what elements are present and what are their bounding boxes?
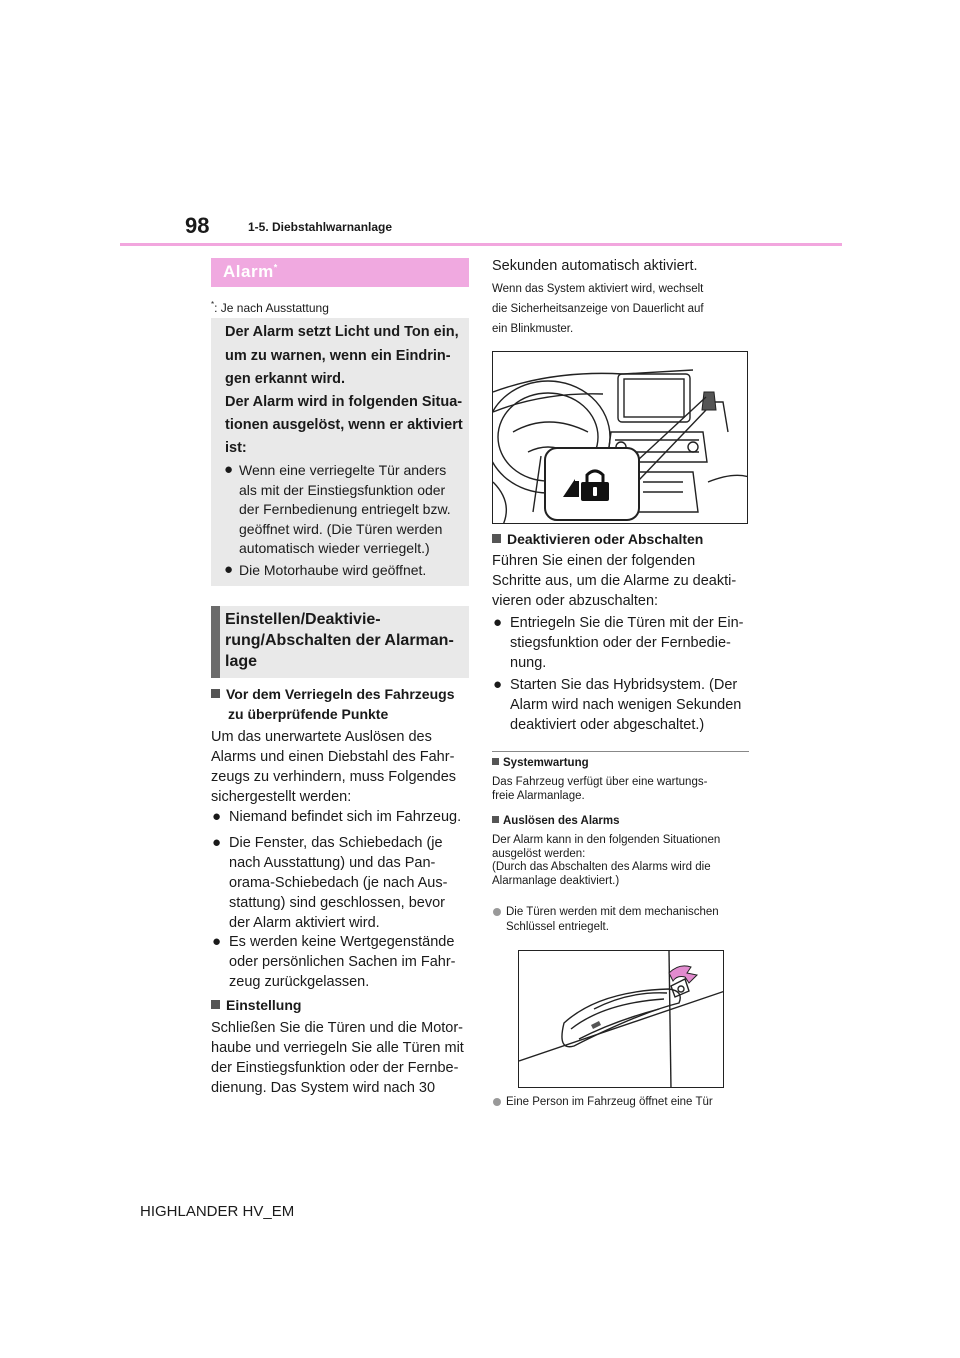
note-heading-text: Systemwartung [503,757,589,769]
bullet-dot: ● [212,808,222,825]
square-bullet-icon [492,816,499,823]
note-bullet-line: Schlüssel entriegelt. [506,920,609,933]
bullet-item [229,932,455,992]
body-line: sichergestellt werden: [211,789,352,805]
square-bullet-icon [492,534,501,543]
subheading-deaktivieren [492,531,703,547]
intro-line: gen erkannt wird. [225,371,346,387]
bullet-line: Wenn eine verriegelte Tür anders [239,462,447,478]
intro-bullet [239,461,464,559]
small-line: ein Blinkmuster. [492,323,574,335]
subheading-text: Einstellung [226,997,302,1013]
note-heading-systemwartung [492,757,589,769]
small-line: Wenn das System aktiviert wird, wechselt [492,283,704,295]
subheading-vor-dem-line2: zu überprüfende Punkte [228,706,389,722]
note-text [492,834,720,888]
bullet-item [229,833,447,933]
header-rule [120,243,842,246]
note-line: Der Alarm kann in den folgenden Situationen [492,834,721,846]
alarm-heading-text: Alarm [223,262,274,281]
bullet-line: als mit der Einstiegsfunktion oder [239,481,446,498]
bullet-line: Die Fenster, das Schiebedach (je [229,835,443,851]
bullet-line: Niemand befindet sich im Fahrzeug. [229,809,462,825]
intro-line: Der Alarm setzt Licht und Ton ein, [225,324,459,340]
alarm-heading [223,262,278,282]
bullet-line: zeug zurückgelassen. [229,974,370,990]
bullet-item [229,807,461,827]
bullet-line: Es werden keine Wertgegenstände [229,934,455,950]
intro-line: Der Alarm wird in folgenden Situa- [225,394,463,410]
dashboard-drawing [493,352,748,524]
einstellen-heading-line: rung/Abschalten der Alarman- [225,632,454,649]
footer-model: HIGHLANDER HV_EM [140,1203,295,1220]
subheading-vor-dem-verriegeln [211,686,454,702]
intro-line: tionen ausgelöst, wenn er aktiviert [225,417,463,433]
subheading-text: Vor dem Verriegeln des Fahrzeugs [226,686,455,702]
bullet-item [510,675,741,735]
bullet-line: stiegsfunktion oder der Fernbedie- [510,635,731,651]
bullet-dot: ● [224,561,234,578]
alarm-heading-mark: * [273,262,278,273]
subheading-einstellung [211,997,301,1013]
page-number: 98 [185,213,210,238]
small-line: die Sicherheitsanzeige von Dauerlicht auf [492,303,704,315]
footnote-mark: * [211,300,215,309]
section-title: 1-5. Diebstahlwarnanlage [248,220,393,234]
lock-indicator-icon [561,467,613,508]
bullet-line: Entriegeln Sie die Türen mit der Ein- [510,615,744,631]
body-line: Schritte aus, um die Alarme zu deakti- [492,573,737,589]
body-line: Sekunden automatisch aktiviert. [492,258,698,274]
bullet-line: stattung) sind geschlossen, bevor [229,895,446,911]
note-bullet-line: Die Türen werden mit dem mechanischen [506,906,719,918]
square-bullet-icon [211,689,220,698]
note-bullet [506,1095,713,1110]
intro-line: ist: [225,440,247,456]
bullet-line: Starten Sie das Hybridsystem. (Der [510,677,738,693]
intro-line: um zu warnen, wenn ein Eindrin- [225,348,451,364]
body-line: Schließen Sie die Türen und die Motor- [211,1020,464,1036]
body-line: Alarms und einen Diebstahl des Fahr- [211,749,455,765]
body-line: Führen Sie einen der folgenden [492,553,696,569]
body-line: haube und verriegeln Sie alle Türen mit [211,1040,464,1056]
note-heading-text: Auslösen des Alarms [503,815,620,827]
bullet-dot: ● [493,614,503,631]
bullet-line: nach Ausstattung) und das Pan- [229,855,436,871]
note-bullet [506,905,719,934]
note-bullet-dot [493,908,501,916]
bullet-line: automatisch wieder verriegelt.) [239,540,430,556]
bullet-line: orama-Schiebedach (je nach Aus- [229,875,448,891]
einstellen-heading-line: Einstellen/Deaktivie- [225,611,381,628]
note-line: freie Alarmanlage. [492,789,585,802]
body-line: zeugs zu verhindern, muss Folgendes [211,769,457,785]
body-line: vieren oder abzuschalten: [492,593,659,609]
footnote [211,300,329,315]
bullet-dot: ● [212,834,222,851]
note-line: Alarmanlage deaktiviert.) [492,874,620,887]
bullet-line: Die Motorhaube wird geöffnet. [239,562,427,578]
square-bullet-icon [492,758,499,765]
bullet-line: der Alarm aktiviert wird. [229,915,380,931]
note-text [492,776,707,803]
bullet-line: Alarm wird nach wenigen Sekunden [510,697,742,713]
square-bullet-icon [211,1000,220,1009]
bullet-item [510,613,743,673]
bullet-dot: ● [212,933,222,950]
note-divider [492,751,749,752]
intro-bullet [239,561,464,581]
footnote-text: : Je nach Ausstattung [214,301,329,315]
body-line: dienung. Das System wird nach 30 [211,1080,436,1096]
bullet-line: nung. [510,655,547,671]
subheading-text: Deaktivieren oder Abschalten [507,531,704,547]
dashboard-illustration [492,351,748,524]
note-bullet-dot [493,1098,501,1106]
bullet-dot: ● [493,676,503,693]
note-heading-ausloesen [492,815,620,827]
bullet-dot: ● [224,461,234,478]
note-line: (Durch das Abschalten des Alarms wird die [492,861,711,873]
bullet-line: geöffnet wird. (Die Türen werden [239,520,443,537]
bullet-line: oder persönlichen Sachen im Fahr- [229,954,456,970]
body-line: der Einstiegsfunktion oder der Fernbe- [211,1060,459,1076]
door-handle-drawing [519,951,724,1088]
bullet-line: deaktiviert oder abgeschaltet.) [510,717,705,733]
note-line: ausgelöst werden: [492,847,586,860]
einstellen-heading-line: lage [225,653,258,670]
note-bullet-line: Eine Person im Fahrzeug öffnet eine Tür [506,1096,713,1108]
note-line: Das Fahrzeug verfügt über eine wartungs- [492,776,708,788]
bullet-line: der Fernbedienung entriegelt bzw. [239,501,451,517]
body-line: Um das unerwartete Auslösen des [211,729,432,745]
door-handle-illustration [518,950,724,1088]
